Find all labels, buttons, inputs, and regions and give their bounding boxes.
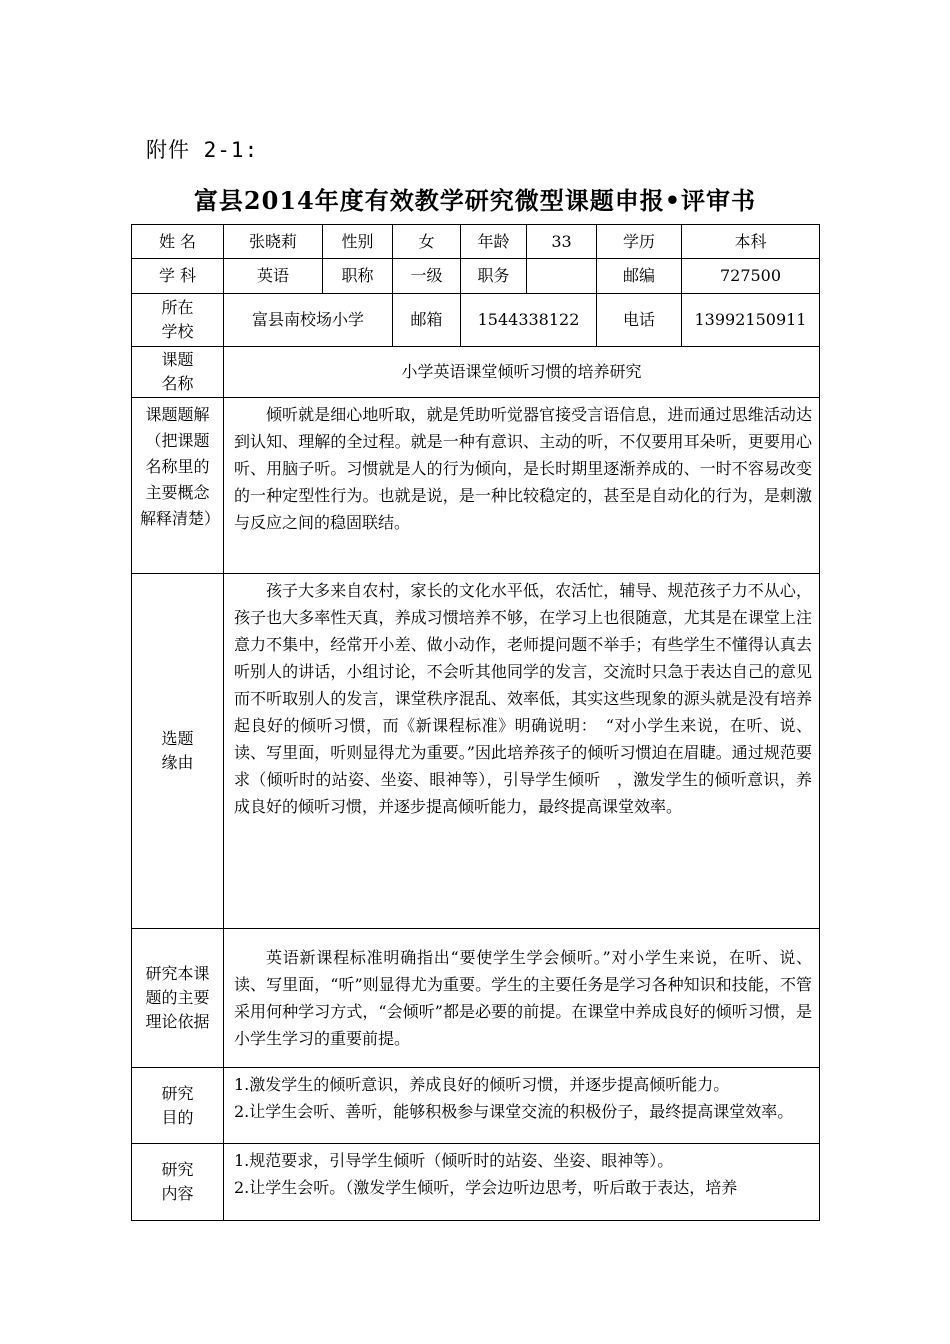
school-label-line-2: 学校	[161, 322, 194, 341]
reason-label-line-1: 选题	[161, 729, 194, 748]
purpose-item-2: 2.让学生会听、善听，能够积极参与课堂交流的积极份子，最终提高课堂效率。	[234, 1102, 794, 1121]
purpose-label-line-2: 目的	[161, 1107, 194, 1127]
reason-label	[132, 574, 224, 929]
content-label	[132, 1144, 224, 1221]
position-label: 职务	[461, 259, 527, 294]
name-value: 张晓莉	[224, 225, 323, 259]
postcode-label: 邮编	[597, 259, 682, 294]
content-label-line-2: 内容	[161, 1184, 194, 1203]
subject-value: 英语	[224, 259, 323, 294]
topic-label-line-2: 名称	[161, 374, 194, 393]
education-value: 本科	[682, 225, 820, 259]
explanation-text	[224, 398, 820, 574]
topic-value: 小学英语课堂倾听习惯的培养研究	[224, 347, 820, 398]
phone-value: 13992150911	[682, 294, 820, 347]
email-value: 1544338122	[461, 294, 597, 347]
content-item-2: 2.让学生会听。（激发学生倾听，学会边听边思考，听后敢于表达，培养	[234, 1178, 738, 1197]
gender-value: 女	[393, 225, 461, 259]
phone-label: 电话	[597, 294, 682, 347]
form-row-explanation	[132, 398, 820, 574]
purpose-label	[132, 1068, 224, 1144]
school-label	[132, 294, 224, 347]
job-title-value: 一级	[393, 259, 461, 294]
reason-label-line-2: 缘由	[161, 753, 194, 772]
form-row-topic	[132, 347, 820, 398]
form-row-content	[132, 1144, 820, 1221]
form-row-purpose	[132, 1068, 820, 1144]
position-value	[527, 259, 597, 294]
subject-label: 学 科	[132, 259, 224, 294]
form-row-reason	[132, 574, 820, 929]
basis-label: 研究本课题的主要理论依据	[132, 929, 224, 1068]
purpose-text	[224, 1068, 820, 1144]
explanation-label: 课题题解（把课题名称里的主要概念解释清楚）	[132, 398, 224, 574]
name-label: 姓 名	[132, 225, 224, 259]
page-title: 富县2014年度有效教学研究微型课题申报•评审书	[193, 186, 757, 215]
form-row-personal	[132, 225, 820, 259]
form-row-contact	[132, 294, 820, 347]
attachment-label: 附件 2-1:	[146, 138, 259, 162]
postcode-value: 727500	[682, 259, 820, 294]
application-form-table	[131, 224, 820, 1221]
gender-label: 性别	[323, 225, 393, 259]
reason-paragraph: 孩子大多来自农村，家长的文化水平低，农活忙，辅导、规范孩子力不从心，孩子也大多率性天真，养成习惯培养不够，在学习上也很随意，尤其是在课堂上注意力不集中，经常开小差、做小动作，老师提问题不举手；有些学生不懂得认真去听别人的讲话，小组讨论，不会听其他同学的发言，交流时只急于表达自己的意见而不听取别人的发言，课堂秩序混乱、效率低，其实这些现象的源头就是没有培养起良好的倾听习惯，而《新课程标准》明确说明： “对小学生来说，在听、说、读、写里面，听则显得尤为重要。”因此培养孩子的倾听习惯迫在眉睫。通过规范要求（倾听时的站姿、坐姿、眼神等），引导学生倾听 ，激发学生的倾听意识，养成良好的倾听习惯，并逐步提高倾听能力，最终提高课堂效率。	[234, 581, 812, 816]
purpose-item-1: 1.激发学生的倾听意识，养成良好的倾听习惯，并逐步提高倾听能力。	[234, 1075, 730, 1094]
form-row-professional	[132, 259, 820, 294]
basis-paragraph: 英语新课程标准明确指出“要使学生学会倾听。”对小学生来说，在听、说、读、写里面，“听”则显得尤为重要。学生的主要任务是学习各种知识和技能，不管采用何种学习方式，“会倾听”都是必要的前提。在课堂中养成良好的倾听习惯，是小学生学习的重要前提。	[234, 948, 812, 1048]
topic-label-line-1: 课题	[161, 350, 194, 369]
age-value: 33	[527, 225, 597, 259]
topic-label	[132, 347, 224, 398]
school-label-line-1: 所在	[161, 298, 194, 317]
content-label-line-1: 研究	[161, 1160, 194, 1179]
email-label: 邮箱	[393, 294, 461, 347]
purpose-label-line-1: 研究	[161, 1083, 194, 1103]
reason-text	[224, 574, 820, 929]
content-item-1: 1.规范要求，引导学生倾听（倾听时的站姿、坐姿、眼神等）。	[234, 1151, 674, 1170]
basis-text	[224, 929, 820, 1068]
school-value: 富县南校场小学	[224, 294, 393, 347]
form-row-basis	[132, 929, 820, 1068]
education-label: 学历	[597, 225, 682, 259]
job-title-label: 职称	[323, 259, 393, 294]
explanation-paragraph: 倾听就是细心地听取，就是凭助听觉器官接受言语信息，进而通过思维活动达到认知、理解的全过程。就是一种有意识、主动的听，不仅要用耳朵听，更要用心听、用脑子听。习惯就是人的行为倾向，是长时期里逐渐养成的、一时不容易改变的一种定型性行为。也就是说，是一种比较稳定的，甚至是自动化的行为，是刺激与反应之间的稳固联结。	[234, 405, 812, 532]
age-label: 年龄	[461, 225, 527, 259]
content-text	[224, 1144, 820, 1221]
